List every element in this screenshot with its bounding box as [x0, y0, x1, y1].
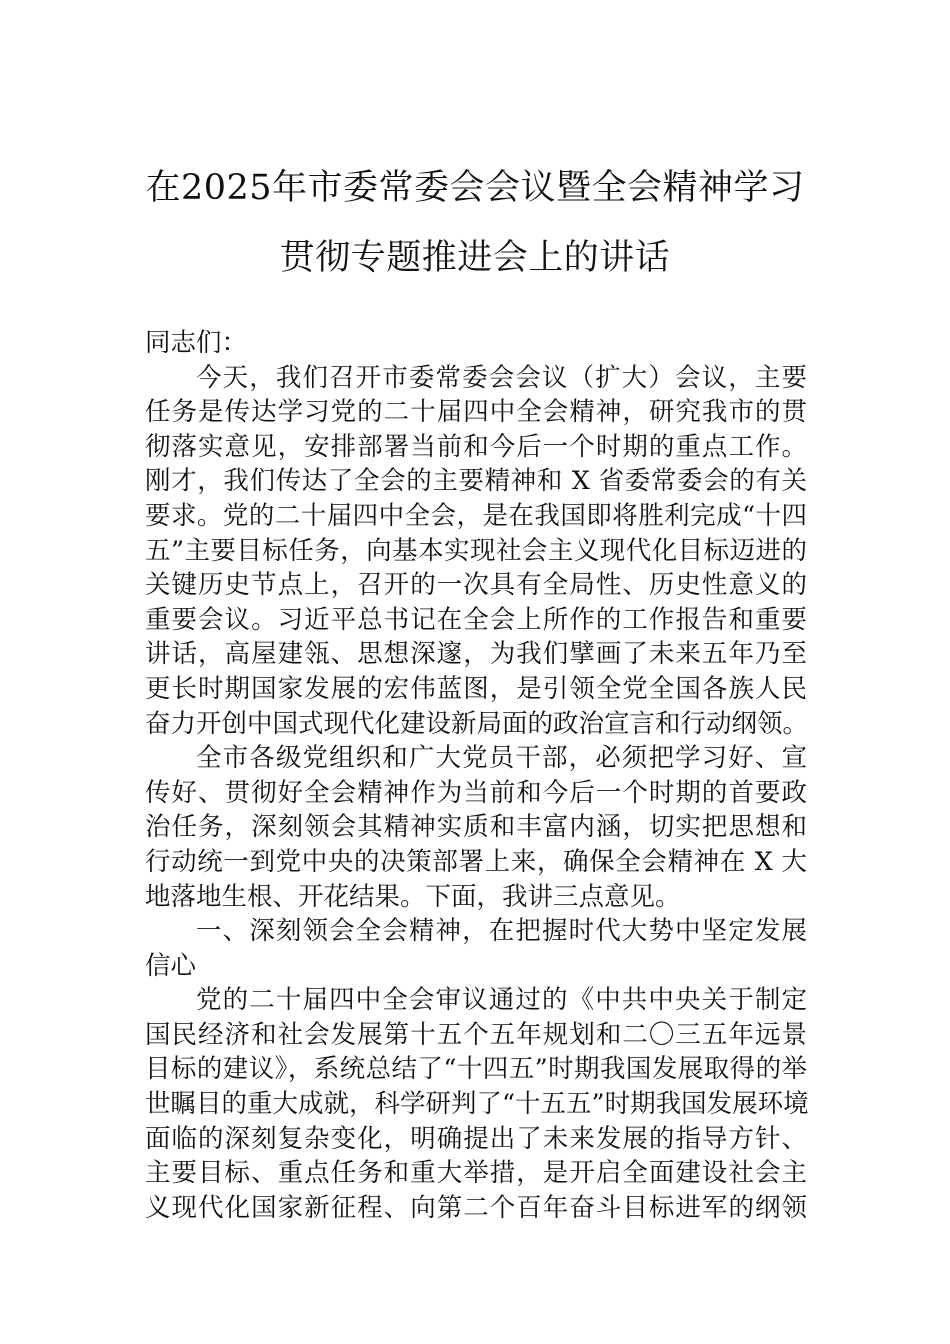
- text-line: 五”主要目标任务，向基本实现社会主义现代化目标迈进的: [145, 535, 807, 566]
- text-line: 要求。党的二十届四中全会，是在我国即将胜利完成“十四: [145, 500, 807, 531]
- text-line: 传好、贯彻好全会精神作为当前和今后一个时期的首要政: [145, 777, 807, 808]
- salutation: 同志们：: [145, 328, 248, 358]
- text-line: 治任务，深刻领会其精神实质和丰富内涵，切实把思想和: [145, 812, 807, 843]
- text-line: 行动统一到党中央的决策部署上来，确保全会精神在 X 大: [145, 846, 807, 877]
- text-line: 主要目标、重点任务和重大举措，是开启全面建设社会主: [145, 1158, 807, 1189]
- text-line: 今天，我们召开市委常委会会议（扩大）会议，主要: [196, 362, 807, 393]
- text-line: 刚才，我们传达了全会的主要精神和 X 省委常委会的有关: [145, 466, 807, 497]
- text-line: 信心: [145, 950, 197, 981]
- text-line: 重要会议。习近平总书记在全会上所作的工作报告和重要: [145, 604, 807, 635]
- text-line: 全市各级党组织和广大党员干部，必须把学习好、宣: [196, 743, 807, 774]
- text-line: 义现代化国家新征程、向第二个百年奋斗目标进军的纲领: [145, 1192, 807, 1223]
- text-line: 奋力开创中国式现代化建设新局面的政治宣言和行动纲领。: [145, 708, 809, 739]
- document-title-line-1: 在2025年市委常委会会议暨全会精神学习: [145, 168, 805, 208]
- document-title-line-2: 贯彻专题推进会上的讲话: [279, 238, 671, 278]
- text-line: 地落地生根、开花结果。下面，我讲三点意见。: [145, 881, 681, 912]
- text-line: 更长时期国家发展的宏伟蓝图，是引领全党全国各族人民: [145, 673, 807, 704]
- text-line: 彻落实意见，安排部署当前和今后一个时期的重点工作。: [145, 431, 807, 462]
- text-line: 世瞩目的重大成就，科学研判了“十五五”时期我国发展环境: [145, 1089, 809, 1120]
- text-line: 任务是传达学习党的二十届四中全会精神，研究我市的贯: [145, 397, 807, 428]
- document-body: [145, 326, 807, 1225]
- text-line: 党的二十届四中全会审议通过的《中共中央关于制定: [196, 985, 807, 1016]
- text-line: 国民经济和社会发展第十五个五年规划和二〇三五年远景: [145, 1019, 807, 1050]
- text-line: 目标的建议》，系统总结了“十四五”时期我国发展取得的举: [145, 1054, 807, 1085]
- text-line: 讲话，高屋建瓴、思想深邃，为我们擘画了未来五年乃至: [145, 639, 807, 670]
- text-line: 关键历史节点上，召开的一次具有全局性、历史性意义的: [145, 570, 807, 601]
- text-line: 面临的深刻复杂变化，明确提出了未来发展的指导方针、: [145, 1123, 807, 1154]
- text-line: 一、深刻领会全会精神，在把握时代大势中坚定发展: [196, 916, 807, 947]
